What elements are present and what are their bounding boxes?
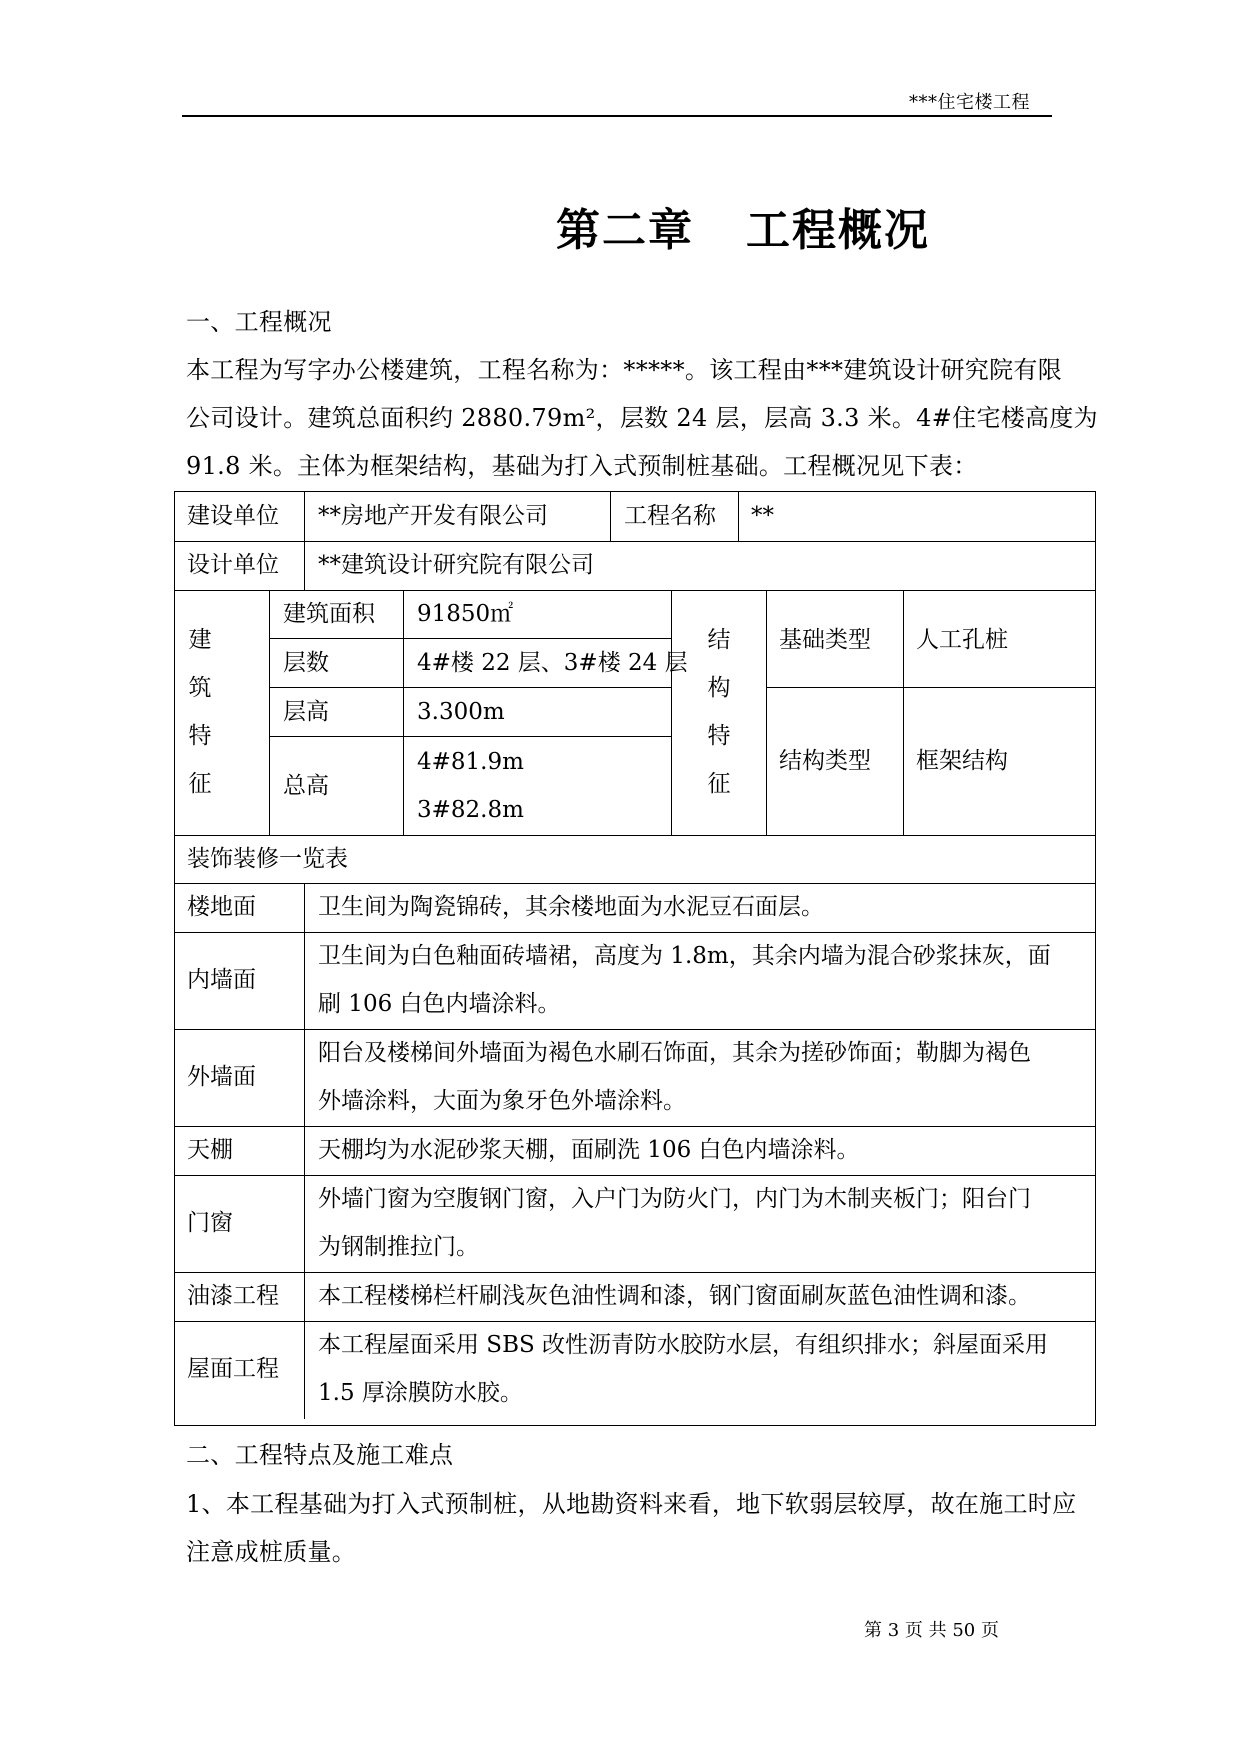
floor-height-label: 层高	[283, 699, 329, 725]
table-rule	[766, 687, 1095, 688]
overview-line-3: 91.8 米。主体为框架结构，基础为打入式预制桩基础。工程概况见下表：	[186, 452, 978, 480]
decoration-text: 卫生间为白色釉面砖墙裙，高度为 1.8m，其余内墙为混合砂浆抹灰，面	[318, 943, 1051, 969]
overview-line-2: 公司设计。建筑总面积约 2880.79m²，层数 24 层，层高 3.3 米。4#住宅楼高度为	[186, 404, 1098, 432]
project-overview-table	[174, 491, 1096, 1426]
section-heading-difficulties: 二、工程特点及施工难点	[186, 1441, 454, 1469]
structure-type-label: 结构类型	[779, 748, 871, 774]
structure-features-char: 特	[707, 723, 731, 749]
section-heading-overview: 一、工程概况	[186, 308, 332, 336]
decoration-table-title: 装饰装修一览表	[187, 846, 348, 872]
building-features-char: 特	[188, 723, 212, 749]
total-height-value: 4#81.9m	[417, 749, 524, 775]
table-rule	[738, 492, 739, 541]
overview-line-1: 本工程为写字办公楼建筑，工程名称为：*****。该工程由***建筑设计研究院有限	[186, 356, 1062, 384]
table-rule	[269, 736, 672, 737]
decoration-text: 天棚均为水泥砂浆天棚，面刷洗 106 白色内墙涂料。	[318, 1137, 860, 1163]
decoration-label-roof: 屋面工程	[187, 1356, 279, 1382]
project-name-value: **	[751, 503, 774, 529]
building-features-char: 征	[188, 771, 212, 797]
table-rule	[403, 590, 404, 835]
running-header: ***住宅楼工程	[909, 92, 1030, 113]
project-name-label: 工程名称	[624, 503, 716, 529]
decoration-text: 为钢制推拉门。	[318, 1234, 479, 1260]
decoration-text: 外墙涂料，大面为象牙色外墙涂料。	[318, 1088, 686, 1114]
building-features-char: 筑	[188, 675, 212, 701]
builder-label: 建设单位	[187, 503, 279, 529]
building-features-char: 建	[188, 627, 212, 653]
decoration-text: 阳台及楼梯间外墙面为褐色水刷石饰面，其余为搓砂饰面；勒脚为褐色	[318, 1040, 1031, 1066]
header-rule	[182, 115, 1052, 117]
area-label: 建筑面积	[283, 601, 375, 627]
structure-features-char: 构	[707, 675, 731, 701]
table-rule	[304, 492, 305, 590]
difficulties-line-2: 注意成桩质量。	[186, 1538, 357, 1566]
chapter-title: 第二章 工程概况	[556, 205, 930, 256]
page-number: 第 3 页 共 50 页	[864, 1620, 999, 1641]
decoration-label-outer-wall: 外墙面	[187, 1064, 256, 1090]
builder-value: **房地产开发有限公司	[318, 503, 548, 529]
table-rule	[766, 590, 767, 835]
decoration-label-inner-wall: 内墙面	[187, 967, 256, 993]
decoration-text: 本工程屋面采用 SBS 改性沥青防水胶防水层，有组织排水；斜屋面采用	[318, 1332, 1049, 1358]
decoration-text: 卫生间为陶瓷锦砖，其余楼地面为水泥豆石面层。	[318, 894, 824, 920]
structure-features-char: 结	[707, 627, 731, 653]
table-rule	[304, 883, 305, 1419]
decoration-label-floor: 楼地面	[187, 894, 256, 920]
floor-height-value: 3.300m	[417, 699, 505, 725]
decoration-text: 刷 106 白色内墙涂料。	[318, 991, 561, 1017]
floors-label: 层数	[283, 650, 329, 676]
decoration-text: 本工程楼梯栏杆刷浅灰色油性调和漆，钢门窗面刷灰蓝色油性调和漆。	[318, 1283, 1031, 1309]
foundation-type-value: 人工孔桩	[916, 627, 1008, 653]
designer-label: 设计单位	[187, 552, 279, 578]
decoration-label-paint: 油漆工程	[187, 1283, 279, 1309]
area-value: 91850㎡	[417, 601, 514, 627]
table-rule	[269, 590, 270, 835]
decoration-text: 1.5 厚涂膜防水胶。	[318, 1380, 523, 1406]
structure-features-char: 征	[707, 771, 731, 797]
structure-type-value: 框架结构	[916, 748, 1008, 774]
total-height-label: 总高	[283, 773, 329, 799]
foundation-type-label: 基础类型	[779, 627, 871, 653]
table-rule	[903, 590, 904, 835]
decoration-label-doors-windows: 门窗	[187, 1210, 233, 1236]
total-height-value: 3#82.8m	[417, 797, 524, 823]
table-rule	[610, 492, 611, 541]
floors-value: 4#楼 22 层、3#楼 24 层	[417, 650, 688, 676]
difficulties-line-1: 1、本工程基础为打入式预制桩，从地勘资料来看，地下软弱层较厚，故在施工时应	[186, 1490, 1077, 1518]
table-rule	[175, 541, 1095, 542]
decoration-label-ceiling: 天棚	[187, 1137, 233, 1163]
designer-value: **建筑设计研究院有限公司	[318, 552, 594, 578]
table-rule	[671, 590, 672, 835]
decoration-text: 外墙门窗为空腹钢门窗，入户门为防火门，内门为木制夹板门；阳台门	[318, 1186, 1031, 1212]
